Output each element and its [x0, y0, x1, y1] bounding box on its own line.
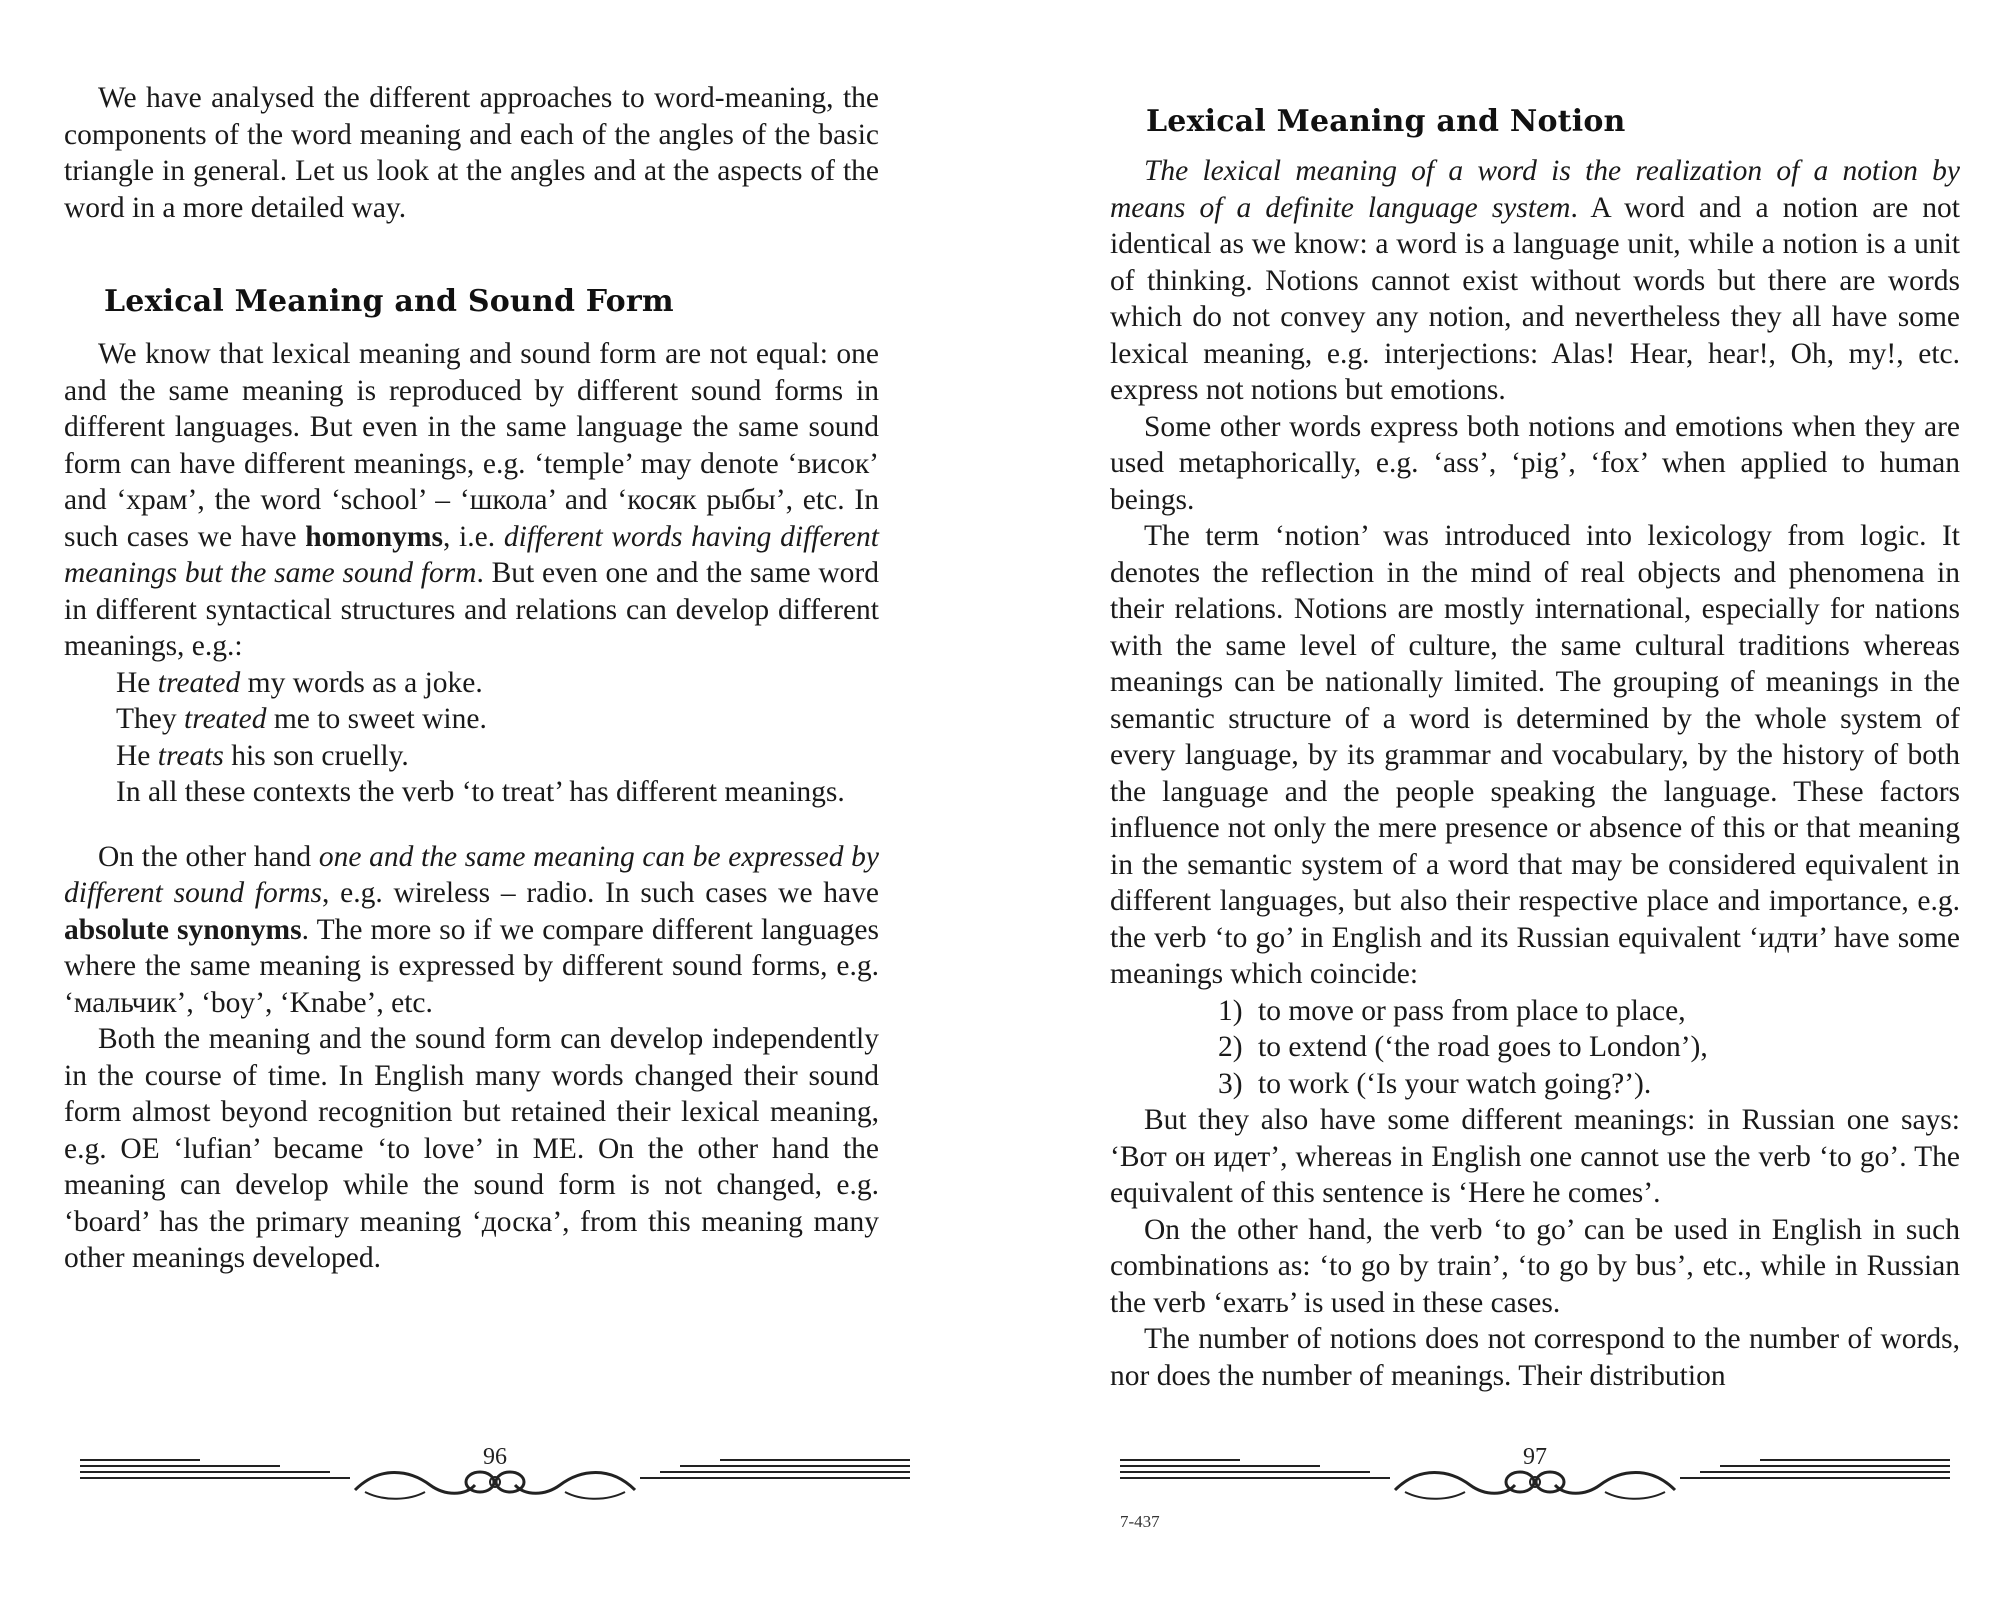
example-sentence: They treated me to sweet wine.	[116, 703, 487, 735]
lexical-meaning-definition: The lexical meaning of a word is the realization of a notion by means of a definite language system	[1110, 155, 1960, 224]
notion-section	[1110, 153, 1960, 1394]
paragraph-metaphorical: Some other words express both notions and emotions when they are used metaphorically, e.g. ‘ass’, ‘pig’, ‘fox’ when applied to human beings.	[1110, 410, 1960, 516]
example-sentence: He treated my words as a joke.	[116, 666, 483, 699]
list-item: 2) to extend (‘the road goes to London’),	[1218, 1031, 1708, 1063]
page-footer-ornament	[1120, 1430, 1950, 1520]
paragraph-different-meanings: But they also have some different meanings: in Russian one says: ‘Вот он идет’, whereas in English one cannot use the verb ‘to go’. The equivalent of this sentence is ‘Here he comes’.	[1110, 1104, 1960, 1209]
paragraph-synonyms: On the other hand one and the same meaning can be expressed by different sound forms, e.g. wireless – radio. In such cases we have absolute synonyms. The more so if we compare different languages where the same meaning is expressed by different sound forms, e.g. ‘мальчик’, ‘boy’, ‘Knabe’, etc.	[64, 840, 879, 1019]
paragraph-distribution: The number of notions does not correspond to the number of words, nor does the number of meanings. Their distribution	[1110, 1323, 1960, 1392]
list-item: 3) to work (‘Is your watch going?’).	[1218, 1067, 1652, 1100]
homonyms-definition: different words having different meanings but the same sound form	[64, 520, 879, 589]
intro-block	[64, 80, 879, 226]
list-item: 1) to move or pass from place to place,	[1218, 994, 1686, 1027]
paragraph-combinations: On the other hand, the verb ‘to go’ can be used in English in such combinations as: ‘to go by train’, ‘to go by bus’, etc., while in Russian the verb ‘ехать’ is used in these cases.	[1110, 1213, 1960, 1319]
term-absolute-synonyms: absolute synonyms	[64, 913, 302, 946]
paragraph-lexical-meaning-definition: The lexical meaning of a word is the realization of a notion by means of a definite language system. A word and a notion are not identical as we know: a word is a language unit, while a notion is a unit of thinking. Notions cannot exist without words but there are words which do not convey any notion, and nevertheless they all have some lexical meaning, e.g. interjections: Alas! Hear, hear!, Oh, my!, etc. express not notions but emotions.	[1110, 155, 1961, 406]
intro-paragraph: We have analysed the different approaches to word-meaning, the components of the word meaning and each of the angles of the basic triangle in general. Let us look at the angles and at the aspects of the word in a more detailed way.	[64, 82, 879, 224]
example-sentence: He treats his son cruelly.	[116, 739, 409, 772]
section-heading-notion: Lexical Meaning and Notion	[1146, 104, 1626, 139]
sound-form-section	[64, 336, 879, 1277]
term-homonyms: homonyms	[305, 520, 443, 553]
examples-summary: In all these contexts the verb ‘to treat’ has different meanings.	[116, 776, 845, 808]
printer-signature-mark: 7-437	[1120, 1512, 1160, 1531]
page-footer-ornament	[80, 1430, 910, 1520]
paragraph-independent-development: Both the meaning and the sound form can develop independently in the course of time. In English many words changed their sound form almost beyond recognition but retained their lexical meaning, e.g. OE ‘lufian’ became ‘to love’ in ME. On the other hand the meaning can develop while the sound form is not changed, e.g. ‘board’ has the primary meaning ‘доска’, from this meaning many other meanings developed.	[64, 1023, 879, 1274]
page-number: 96	[483, 1444, 507, 1470]
meanings-list	[1110, 993, 1960, 1103]
section-heading-sound-form: Lexical Meaning and Sound Form	[104, 284, 674, 319]
paragraph-notion-term: The term ‘notion’ was introduced into lexicology from logic. It denotes the reflection in the mind of real objects and phenomena in their relations. Notions are mostly international, especially for nations with the same level of culture, the same cultural traditions whereas meanings can be nationally limited. The grouping of meanings in the semantic structure of a word is determined by the whole system of every language, by its grammar and vocabulary, by the history of both the language and the people speaking the language. These factors influence not only the mere presence or absence of this or that meaning in the semantic system of a word that may be considered equivalent in different languages, but also their respective place and importance, e.g. the verb ‘to go’ in English and its Russian equivalent ‘идти’ have some meanings which coincide:	[1110, 520, 1960, 990]
right-page	[1060, 0, 2000, 1597]
page-number: 97	[1523, 1444, 1547, 1470]
paragraph-homonyms: We know that lexical meaning and sound form are not equal: one and the same meaning is reproduced by different sound forms in different languages. But even in the same language the same sound form can have different meanings, e.g. ‘temple’ may denote ‘висок’ and ‘храм’, the word ‘school’ – ‘школа’ and ‘косяк рыбы’, etc. In such cases we have homonyms, i.e. different words having different meanings but the same sound form. But even one and the same word in different syntactical structures and relations can develop different meanings, e.g.:	[64, 338, 879, 662]
